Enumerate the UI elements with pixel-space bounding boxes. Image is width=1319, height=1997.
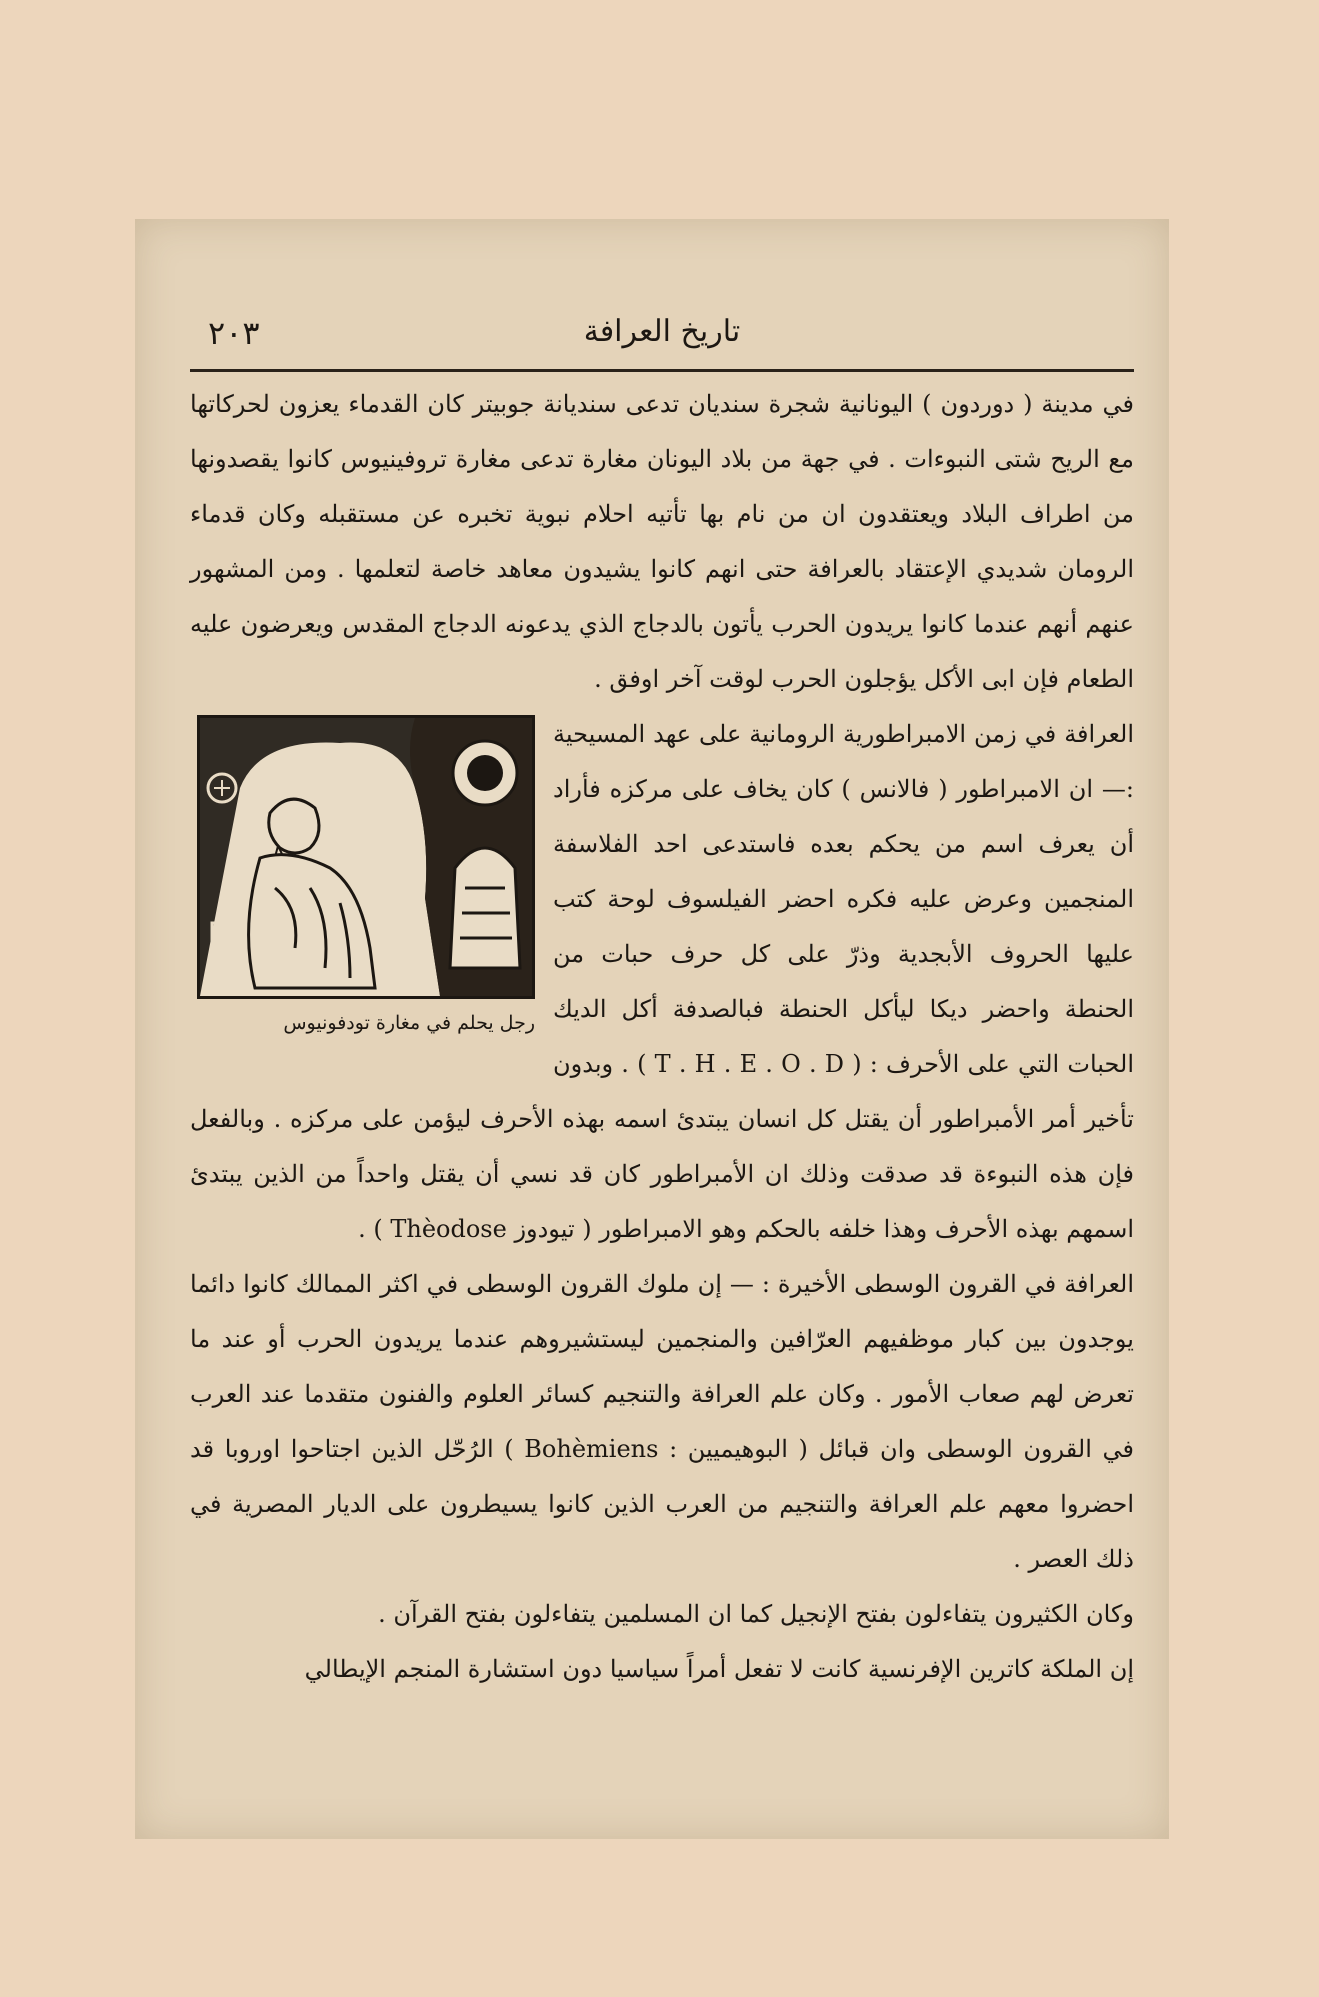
paragraph: في مدينة ( دوردون ) اليونانية شجرة سنديان تدعى سنديانة جوبيتر كان القدماء يعزون لحركاتها مع الريح شتى النبوءات . في جهة من بلاد اليونان مغارة تدعى مغارة تروفينيوس كانوا يقصدونها من اطراف البلاد ويعتقدون ان من نام بها تأتيه احلام نبوية تخبره عن مستقبله وكان قدماء الرومان شديدي الإعتقاد بالعرافة حتى انهم كانوا يشيدون معاهد خاصة لتعلمها . ومن المشهور عنهم أنهم عندما كانوا يريدون الحرب يأتون بالدجاج الذي يدعونه الدجاج المقدس ويعرضون عليه الطعام فإن ابى الأكل يؤجلون الحرب لوقت آخر اوفق . <box>190 390 1135 693</box>
header-rule <box>190 369 1134 372</box>
paragraph: وكان الكثيرون يتفاءلون بفتح الإنجيل كما ان المسلمين يتفاءلون بفتح القرآن . <box>378 1600 1134 1628</box>
page-header <box>190 314 1134 364</box>
paragraph: العرافة في القرون الوسطى الأخيرة : — إن ملوك القرون الوسطى في اكثر الممالك كانوا دائما يوجدون بين كبار موظفيهم العرّافين والمنجمين ليستشيروهم عندما يريدون الحرب أو عند ما تعرض لهم صعاب الأمور . وكان علم العرافة والتنجيم كسائر العلوم والفنون متقدما عند العرب في القرون الوسطى وان قبائل ( البوهيميين : Bohèmiens ) الرُحّل الذين اجتاحوا اوروبا قد احضروا معهم علم العرافة والتنجيم من العرب الذين كانوا يسيطرون على الديار المصرية في ذلك العصر . <box>190 1270 1135 1573</box>
paragraph: العرافة في زمن الامبراطورية الرومانية على عهد المسيحية :— ان الامبراطور ( فالانس ) كان يخاف على مركزه فأراد أن يعرف اسم من يحكم بعده فاستدعى احد الفلاسفة المنجمين وعرض عليه فكره احضر الفيلسوف لوحة كتب عليها الحروف الأبجدية وذرّ على كل حرف حبات من الحنطة واحضر ديكا ليأكل الحنطة فبالصدفة أكل الديك الحبات التي على الأحرف : ( T . H . E . O . D ) . وبدون تأخير أمر الأمبراطور أن يقتل كل انسان يبتدئ اسمه بهذه الأحرف ليؤمن على مركزه . وبالفعل فإن هذه النبوءة قد صدقت وذلك ان الأمبراطور كان قد نسي أن يقتل واحداً من الذين يبتدئ اسمهم بهذه الأحرف وهذا خلفه بالحكم وهو الامبراطور ( تيودوز Thèodose ) . <box>190 720 1135 1243</box>
running-title: تاريخ العرافة <box>583 314 741 349</box>
woodcut-illustration <box>197 715 535 999</box>
figure <box>190 715 535 1043</box>
book-page <box>135 219 1169 1839</box>
page-number: ٢٠٣ <box>208 314 260 352</box>
body-text <box>190 377 1134 1817</box>
paragraph: إن الملكة كاترين الإفرنسية كانت لا تفعل أمراً سياسيا دون استشارة المنجم الإيطالي <box>304 1655 1134 1683</box>
figure-caption: رجل يحلم في مغارة تودفونيوس <box>283 1012 535 1034</box>
